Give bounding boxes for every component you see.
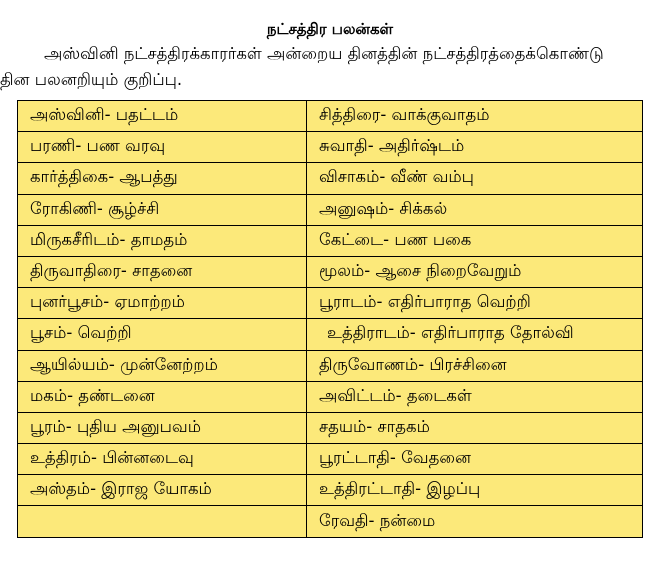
table-row <box>18 381 643 412</box>
table-cell-left <box>18 506 307 537</box>
table-cell-right: உத்திரட்டாதி- இழப்பு <box>307 475 643 506</box>
table-row <box>18 225 643 256</box>
table-cell-right: ரேவதி- நன்மை <box>307 506 643 537</box>
table-cell-right: உத்திராடம்- எதிர்பாராத தோல்வி <box>307 319 643 350</box>
table-cell-right: அனுஷம்- சிக்கல் <box>307 194 643 225</box>
table-cell-left: புனர்பூசம்- ஏமாற்றம் <box>18 288 307 319</box>
table-row <box>18 412 643 443</box>
table-cell-left: உத்திரம்- பின்னடைவு <box>18 444 307 475</box>
table-cell-right: பூரட்டாதி- வேதனை <box>307 444 643 475</box>
table-cell-left: மகம்- தண்டனை <box>18 381 307 412</box>
table-cell-right: திருவோணம்- பிரச்சினை <box>307 350 643 381</box>
table-cell-right: மூலம்- ஆசை நிறைவேறும் <box>307 256 643 287</box>
table-row <box>18 101 643 132</box>
table-cell-right: சதயம்- சாதகம் <box>307 412 643 443</box>
table-cell-right: விசாகம்- வீண் வம்பு <box>307 163 643 194</box>
intro-line-2: தின பலனறியும் குறிப்பு. <box>0 70 183 89</box>
table-cell-left: அஸ்தம்- இராஜ யோகம் <box>18 475 307 506</box>
table-row <box>18 132 643 163</box>
table-cell-left: கார்த்திகை- ஆபத்து <box>18 163 307 194</box>
table-row <box>18 194 643 225</box>
table-row <box>18 350 643 381</box>
table-cell-left: ஆயில்யம்- முன்னேற்றம் <box>18 350 307 381</box>
table-cell-right: பூராடம்- எதிர்பாராத வெற்றி <box>307 288 643 319</box>
table-cell-left: பூரம்- புதிய அனுபவம் <box>18 412 307 443</box>
table-cell-left: மிருகசீரிடம்- தாமதம் <box>18 225 307 256</box>
intro-line-1: அஸ்வினி நட்சத்திரக்காரர்கள் அன்றைய தினத்தின் நட்சத்திரத்தைக்கொண்டு <box>44 44 604 63</box>
table-cell-right: சித்திரை- வாக்குவாதம் <box>307 101 643 132</box>
table-cell-left: ரோகிணி- சூழ்ச்சி <box>18 194 307 225</box>
table-row <box>18 288 643 319</box>
table-cell-left: அஸ்வினி- பதட்டம் <box>18 101 307 132</box>
table-row <box>18 163 643 194</box>
star-results-table <box>17 100 643 538</box>
table-row <box>18 506 643 537</box>
page-title: நட்சத்திர பலன்கள் <box>266 20 394 38</box>
table-cell-left: பரணி- பண வரவு <box>18 132 307 163</box>
table-row <box>18 475 643 506</box>
table-cell-left: பூசம்- வெற்றி <box>18 319 307 350</box>
table-cell-right: கேட்டை- பண பகை <box>307 225 643 256</box>
table-row <box>18 444 643 475</box>
table-cell-left: திருவாதிரை- சாதனை <box>18 256 307 287</box>
table-cell-right: அவிட்டம்- தடைகள் <box>307 381 643 412</box>
table-cell-right: சுவாதி- அதிர்ஷ்டம் <box>307 132 643 163</box>
table-row <box>18 256 643 287</box>
table-row <box>18 319 643 350</box>
